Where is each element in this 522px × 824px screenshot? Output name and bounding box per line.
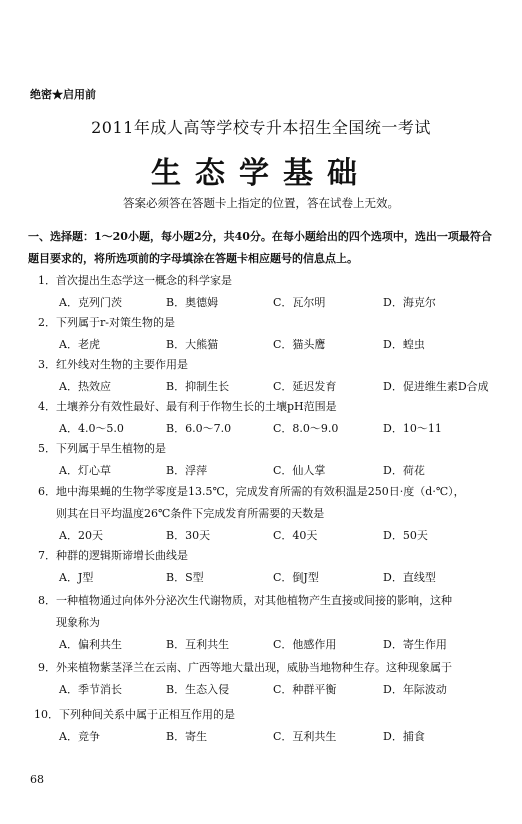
option-b: B．浮萍 bbox=[166, 464, 208, 477]
question-stem: 5．下列属于旱生植物的是 bbox=[38, 442, 166, 455]
question-2 bbox=[38, 312, 503, 356]
option-d: D．年际波动 bbox=[383, 683, 447, 696]
question-stem: 1．首次提出生态学这一概念的科学家是 bbox=[38, 274, 232, 287]
option-d: D．蝗虫 bbox=[383, 338, 425, 351]
option-a: A．20天 bbox=[59, 529, 103, 542]
question-4 bbox=[38, 396, 503, 440]
confidential-mark: 绝密★启用前 bbox=[30, 88, 96, 101]
question-10 bbox=[34, 704, 499, 748]
option-b: B．寄生 bbox=[166, 730, 208, 743]
question-1 bbox=[38, 270, 503, 314]
option-b: B．奥德姆 bbox=[166, 296, 219, 309]
question-stem: 7．种群的逻辑斯谛增长曲线是 bbox=[38, 549, 188, 562]
option-c: C．种群平衡 bbox=[273, 683, 337, 696]
option-c: C．40天 bbox=[273, 529, 318, 542]
question-stem: 2．下列属于r-对策生物的是 bbox=[38, 316, 175, 329]
option-c: C．瓦尔明 bbox=[273, 296, 326, 309]
option-c: C．延迟发育 bbox=[273, 380, 337, 393]
question-stem: 6．地中海果蝇的生物学零度是13.5℃，完成发育所需的有效积温是250日·度（d·℃）， bbox=[38, 485, 465, 498]
option-c: C．倒J型 bbox=[273, 571, 319, 584]
option-d: D．直线型 bbox=[383, 571, 436, 584]
option-c: C．猫头鹰 bbox=[273, 338, 326, 351]
question-stem-continued: 则其在日平均温度26℃条件下完成发育所需要的天数是 bbox=[56, 507, 325, 520]
option-b: B．抑制生长 bbox=[166, 380, 230, 393]
option-c: C．他感作用 bbox=[273, 638, 337, 651]
question-stem: 9．外来植物紫茎泽兰在云南、广西等地大量出现，威胁当地物种生存。这种现象属于 bbox=[38, 661, 452, 674]
question-8 bbox=[38, 590, 503, 656]
option-a: A．热效应 bbox=[59, 380, 111, 393]
option-b: B．大熊猫 bbox=[166, 338, 219, 351]
option-d: D．寄生作用 bbox=[383, 638, 447, 651]
option-d: D．促进维生素D合成 bbox=[383, 380, 489, 393]
option-a: A．偏利共生 bbox=[59, 638, 122, 651]
option-d: D．海克尔 bbox=[383, 296, 436, 309]
question-3 bbox=[38, 354, 503, 398]
question-stem: 4．土壤养分有效性最好、最有利于作物生长的土壤pH范围是 bbox=[38, 400, 337, 413]
option-c: C．互利共生 bbox=[273, 730, 337, 743]
option-c: C．仙人掌 bbox=[273, 464, 326, 477]
option-a: A．竞争 bbox=[59, 730, 100, 743]
question-6 bbox=[38, 481, 503, 547]
option-a: A．J型 bbox=[59, 571, 94, 584]
question-stem-continued: 现象称为 bbox=[56, 616, 100, 629]
question-5 bbox=[38, 438, 503, 482]
question-stem: 8．一种植物通过向体外分泌次生代谢物质，对其他植物产生直接或间接的影响，这种 bbox=[38, 594, 452, 607]
section-instructions: 一、选择题：1～20小题，每小题2分，共40分。在每小题给出的四个选项中，选出一项最符合题目要求的，将所选项前的字母填涂在答题卡相应题号的信息点上。 bbox=[28, 230, 492, 265]
option-b: B．6.0～7.0 bbox=[166, 422, 232, 435]
page-number: 68 bbox=[30, 773, 44, 786]
option-d: D．捕食 bbox=[383, 730, 425, 743]
option-b: B．S型 bbox=[166, 571, 204, 584]
question-stem: 10．下列种间关系中属于正相互作用的是 bbox=[34, 708, 235, 721]
option-a: A．季节消长 bbox=[59, 683, 122, 696]
option-a: A．老虎 bbox=[59, 338, 100, 351]
option-b: B．互利共生 bbox=[166, 638, 230, 651]
option-a: A．灯心草 bbox=[59, 464, 111, 477]
option-b: B．30天 bbox=[166, 529, 211, 542]
option-d: D．50天 bbox=[383, 529, 428, 542]
exam-title: 2011年成人高等学校专升本招生全国统一考试 bbox=[91, 118, 431, 137]
option-d: D．10～11 bbox=[383, 422, 442, 435]
option-b: B．生态入侵 bbox=[166, 683, 230, 696]
question-stem: 3．红外线对生物的主要作用是 bbox=[38, 358, 188, 371]
answer-notice: 答案必须答在答题卡上指定的位置，答在试卷上无效。 bbox=[123, 196, 399, 210]
question-9 bbox=[38, 657, 503, 701]
option-a: A．4.0～5.0 bbox=[59, 422, 124, 435]
option-a: A．克列门茨 bbox=[59, 296, 122, 309]
option-d: D．荷花 bbox=[383, 464, 425, 477]
question-7 bbox=[38, 545, 503, 589]
subject-title: 生态学基础 bbox=[151, 156, 371, 191]
option-c: C．8.0～9.0 bbox=[273, 422, 339, 435]
